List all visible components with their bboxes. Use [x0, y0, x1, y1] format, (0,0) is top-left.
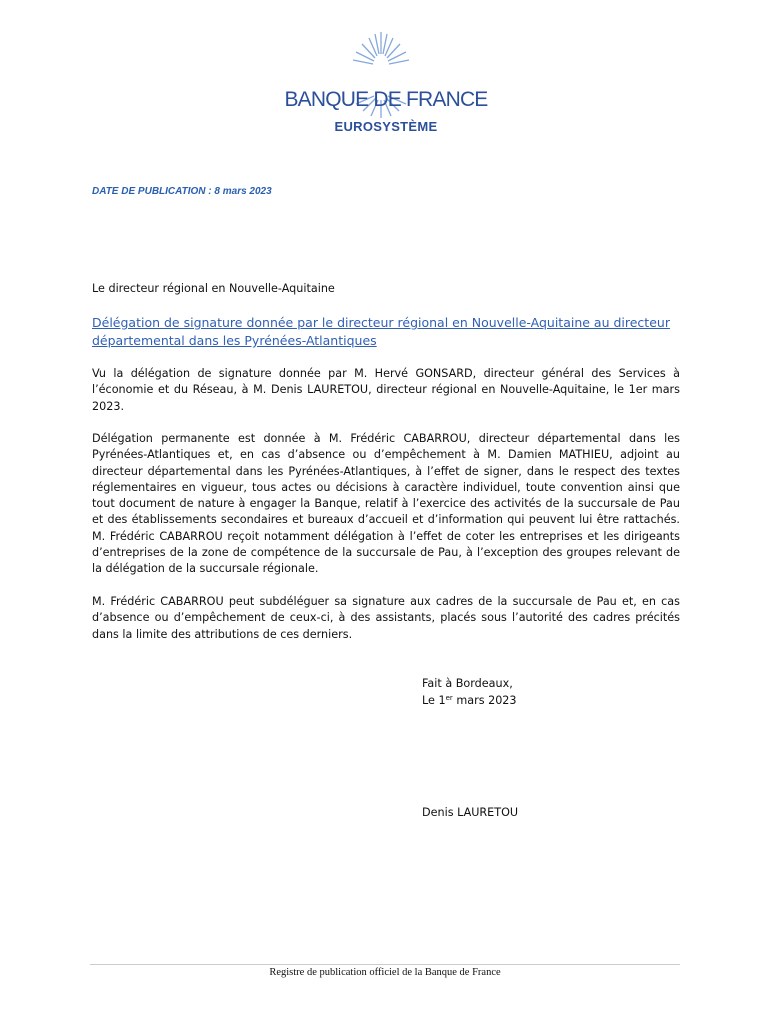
date-prefix: Le 1 [422, 693, 446, 707]
paragraph-subdelegation: M. Frédéric CABARROU peut subdéléguer sa signature aux cadres de la succursale de Pau et, en cas d’absence ou d’empêchement de ceux-ci, à des assistants, placés sous l’autorité des cadres précités dans la limite des attributions de ces derniers. [92, 595, 680, 641]
paragraph-reference: Vu la délégation de signature donnée par M. Hervé GONSARD, directeur général des Services à l’économie et du Réseau, à M. Denis LAURETOU, directeur régional en Nouvelle-Aquitaine, le 1er mars 2023. [92, 367, 680, 413]
date-line [422, 693, 517, 710]
footer-text: Registre de publication officiel de la Banque de France [269, 967, 501, 978]
footer-divider [90, 964, 680, 965]
signature-place-date [422, 676, 517, 709]
paragraph-delegation: Délégation permanente est donnée à M. Frédéric CABARROU, directeur départemental dans les Pyrénées-Atlantiques et, en cas d’absence ou d’empêchement à M. Damien MATHIEU, adjoint au directeur départemental dans les Pyrénées-Atlantiques, à l’effet de signer, dans le respect des textes réglementaires en vigueur, tous actes ou décisions à caractère individuel, toute convention ainsi que tout document de nature à engager la Banque, relatif à l’exercice des activités de la succursale de Pau et des établissements secondaires et bureaux d’accueil et d’information qui peuvent lui être rattachés. M. Frédéric CABARROU reçoit notamment délégation à l’effet de coter les entreprises et les dirigeants d’entreprises de la zone de compétence de la succursale de Pau, à l’exception des groupes relevant de la délégation de la succursale régionale. [92, 432, 680, 576]
place-line: Fait à Bordeaux, [422, 677, 513, 690]
signer-name: Denis LAURETOU [422, 806, 519, 819]
issuer-line: Le directeur régional en Nouvelle-Aquitaine [92, 282, 335, 295]
date-superscript: er [445, 693, 453, 702]
banque-de-france-logo [276, 30, 496, 140]
publication-date: DATE DE PUBLICATION : 8 mars 2023 [92, 186, 272, 197]
date-suffix: mars 2023 [452, 693, 517, 707]
document-title[interactable]: Délégation de signature donnée par le directeur régional en Nouvelle-Aquitaine au directeur départemental dans les Pyrénées-Atlantiques [92, 315, 670, 348]
logo-subtitle: EUROSYSTÈME [334, 119, 438, 134]
logo-name: BANQUE DE FRANCE [284, 88, 488, 111]
